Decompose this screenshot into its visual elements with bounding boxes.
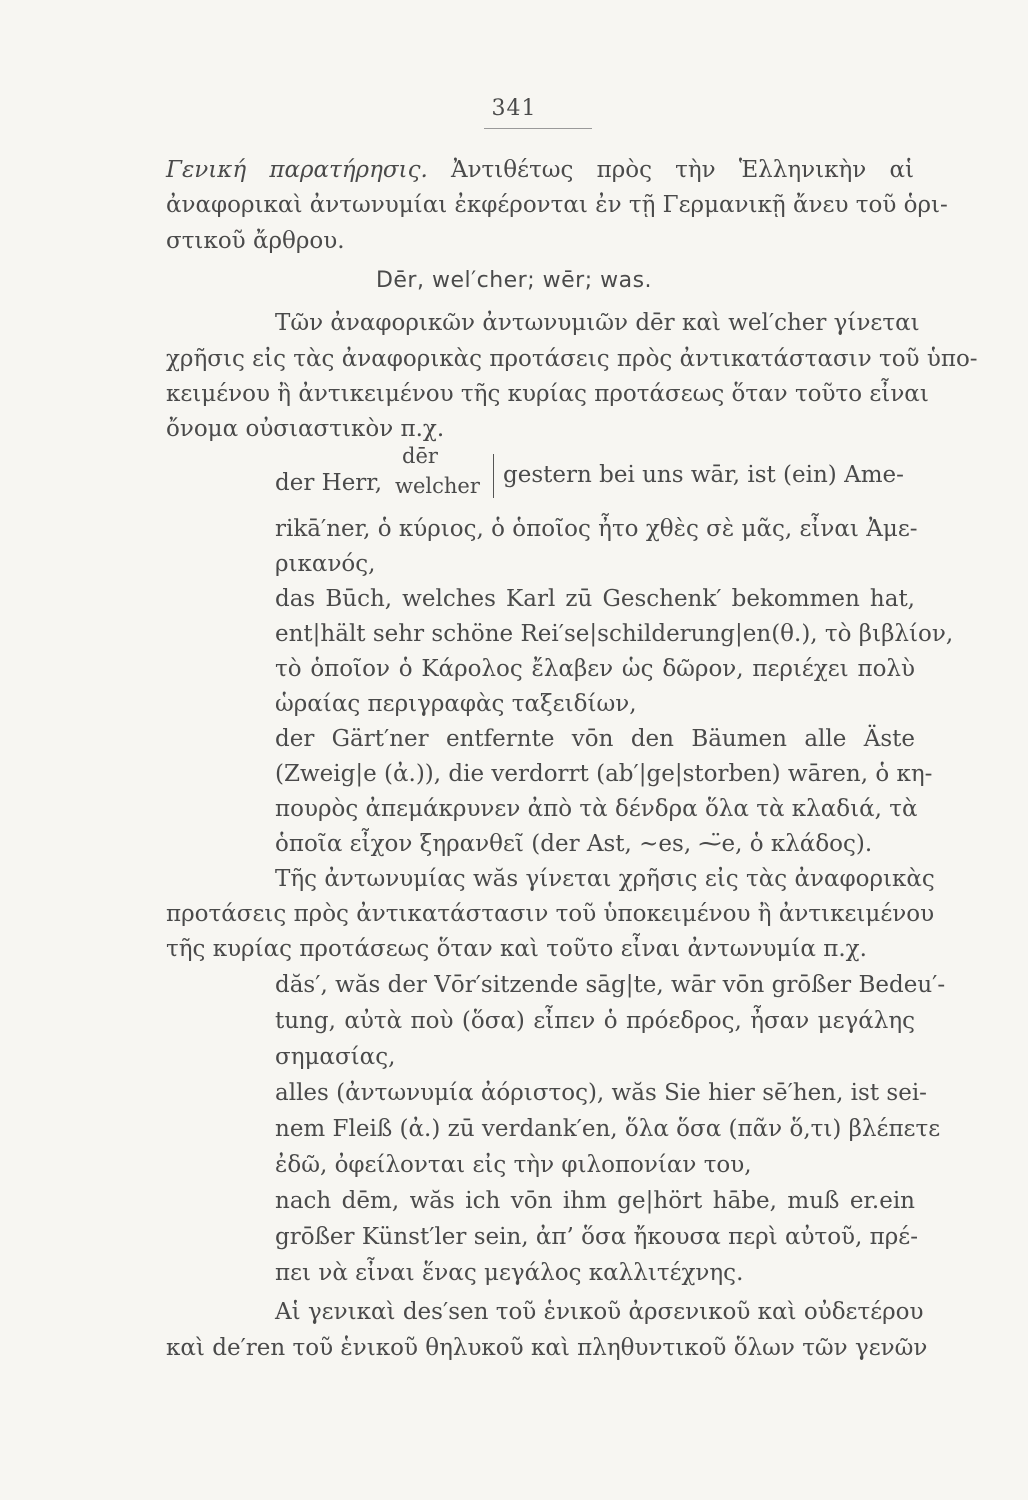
text-line: grōßer Künst′ler sein, ἀπ’ ὅσα ἤκουσα περὶ αὐτοῦ, πρέ- — [275, 1224, 918, 1250]
text-line: (Zweig|e (ἀ.)), die verdorrt (ab′|ge|storben) wāren, ὁ κη- — [275, 761, 933, 787]
text-line: nach dēm, wăs ich vōn ihm ge|hört hābe, muß er.ein — [275, 1188, 915, 1214]
example-alt-bottom: welcher — [395, 474, 480, 498]
text-line: ἀναφορικαὶ ἀντωνυμίαι ἐκφέρονται ἐν τῇ Γερμανικῇ ἄνευ τοῦ ὁρι- — [166, 192, 948, 218]
text-line: der Gärt′ner entfernte vōn den Bäumen alle Äste — [275, 726, 915, 752]
text-line: τῆς κυρίας προτάσεως ὅταν καὶ τοῦτο εἶναι ἀντωνυμία π.χ. — [166, 936, 867, 962]
text-line: Τῆς ἀντωνυμίας wăs γίνεται χρῆσις εἰς τὰς ἀναφορικὰς — [275, 866, 935, 892]
text-line — [166, 155, 914, 185]
text-line: ent|hält sehr schöne Rei′se|schilderung|en(θ.), τὸ βιβλίον, — [275, 621, 954, 647]
text-line: tung, αὐτὰ ποὺ (ὅσα) εἶπεν ὁ πρόεδρος, ἦσαν μεγάλης — [275, 1008, 915, 1034]
italic-lead: Γενική παρατήρησις. — [166, 157, 428, 183]
page-number: 341 — [491, 96, 537, 121]
example-alt-top: dēr — [402, 444, 438, 468]
text-line: ρικανός, — [275, 551, 376, 577]
text-line: πει νὰ εἶναι ἕνας μεγάλος καλλιτέχνης. — [275, 1260, 744, 1286]
text-line: das Būch, welches Karl zū Geschenk′ bekommen hat, — [275, 586, 915, 612]
text-line: dăs′, wăs der Vōr′sitzende sāg|te, wār vōn grōßer Bedeu′- — [275, 972, 946, 998]
text-line: σημασίας, — [275, 1044, 396, 1070]
text-line: πουρὸς ἀπεμάκρυνεν ἀπὸ τὰ δένδρα ὅλα τὰ κλαδιά, τὰ — [275, 796, 918, 822]
page-number-rule — [484, 128, 592, 129]
example-right: gestern bei uns wār, ist (ein) Ame- — [503, 462, 904, 488]
text-line: προτάσεις πρὸς ἀντικατάστασιν τοῦ ὑποκειμένου ἢ ἀντικειμένου — [166, 901, 935, 927]
text-line: Αἱ γενικαὶ des′sen τοῦ ἑνικοῦ ἀρσενικοῦ καὶ οὐδετέρου — [275, 1299, 924, 1325]
text-span: Ἀντιθέτως πρὸς τὴν Ἑλληνικὴν αἱ — [427, 157, 914, 183]
section-heading: Dēr, wel′cher; wēr; was. — [375, 268, 653, 293]
example-left: der Herr, — [275, 470, 383, 496]
example-block — [275, 444, 915, 512]
text-line: κειμένου ἢ ἀντικειμένου τῆς κυρίας προτάσεως ὅταν τοῦτο εἶναι — [166, 381, 929, 407]
text-line: στικοῦ ἄρθρου. — [166, 228, 345, 254]
text-line: ἐδῶ, ὀφείλονται εἰς τὴν φιλοπονίαν του, — [275, 1152, 752, 1178]
text-line: Τῶν ἀναφορικῶν ἀντωνυμιῶν dēr καὶ wel′cher γίνεται — [275, 310, 920, 336]
text-line: τὸ ὁποῖον ὁ Κάρολος ἔλαβεν ὡς δῶρον, περιέχει πολὺ — [275, 656, 915, 682]
brace-line — [493, 454, 494, 498]
text-line: χρῆσις εἰς τὰς ἀναφορικὰς προτάσεις πρὸς ἀντικατάστασιν τοῦ ὑπο- — [166, 346, 978, 372]
text-line: καὶ de′ren τοῦ ἑνικοῦ θηλυκοῦ καὶ πληθυντικοῦ ὅλων τῶν γενῶν — [166, 1335, 928, 1361]
text-line: alles (ἀντωνυμία ἀόριστος), wăs Sie hier sē′hen, ist sei- — [275, 1080, 927, 1106]
text-line: rikā′ner, ὁ κύριος, ὁ ὁποῖος ἦτο χθὲς σὲ μᾶς, εἶναι Ἀμε- — [275, 516, 918, 542]
text-line: nem Fleiß (ἀ.) zū verdank′en, ὅλα ὅσα (πᾶν ὅ,τι) βλέπετε — [275, 1116, 941, 1142]
text-line: ὡραίας περιγραφὰς ταξειδίων, — [275, 691, 637, 717]
text-line: ὁποῖα εἶχον ξηρανθεῖ (der Ast, ~es, ⁓̈e, ὁ κλάδος). — [275, 831, 873, 857]
text-line: ὄνομα οὐσιαστικὸν π.χ. — [166, 416, 445, 442]
